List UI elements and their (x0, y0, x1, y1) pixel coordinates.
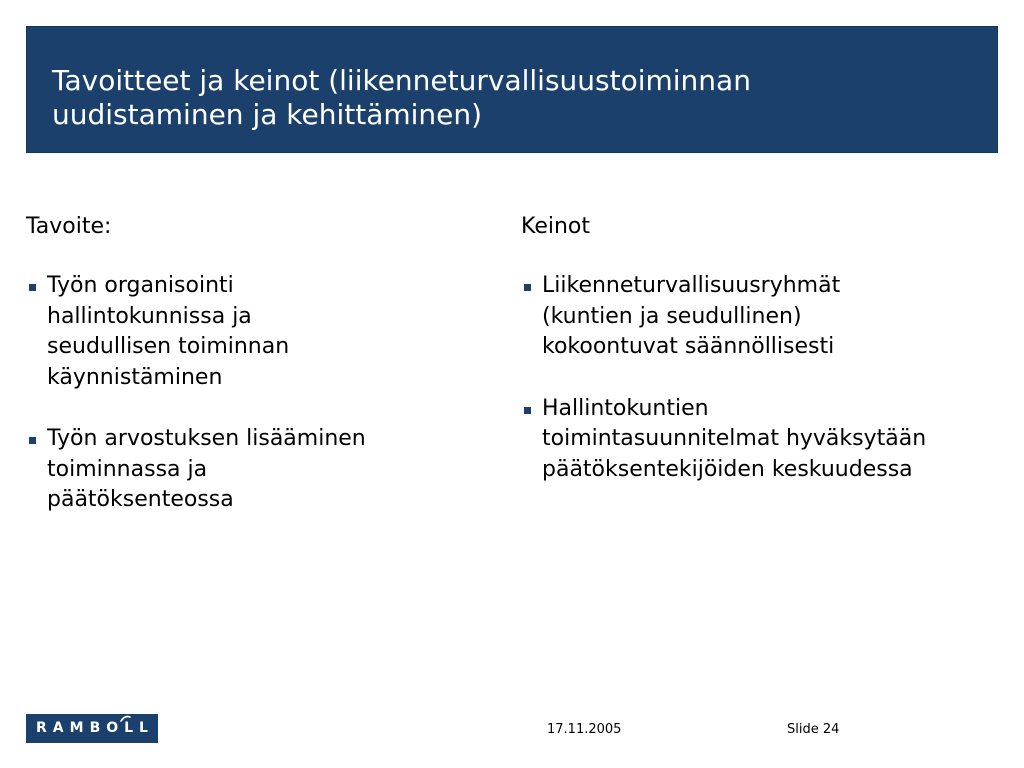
square-bullet-icon (524, 407, 531, 414)
bullet-text-line: käynnistäminen (47, 364, 223, 390)
list-item (26, 424, 466, 516)
ramboll-logo (26, 714, 158, 743)
left-column (26, 212, 466, 547)
right-bullet-list (521, 271, 1001, 485)
bullet-text-line: toimintasuunnitelmat hyväksytään (542, 426, 927, 451)
footer-date: 17.11.2005 (547, 722, 622, 737)
slide-number: Slide 24 (787, 722, 840, 737)
bullet-text-line: Työn arvostuksen lisääminen (47, 426, 366, 451)
square-bullet-icon (29, 284, 36, 291)
square-bullet-icon (29, 437, 36, 444)
list-item (521, 271, 1001, 363)
right-column-heading: Keinot (521, 214, 591, 239)
bullet-text-line: (kuntien ja seudullinen) (542, 303, 802, 329)
left-bullet-list (26, 271, 466, 516)
bullet-text-line: Työn organisointi (47, 273, 234, 298)
logo-wordmark: RAMBOLL (36, 720, 154, 736)
slide-title (52, 64, 972, 132)
bullet-text-line: toiminnassa ja (47, 456, 208, 482)
list-item (521, 394, 1001, 486)
bullet-text-line: päätöksenteossa (47, 487, 234, 512)
title-bar (26, 26, 998, 153)
bullet-text-line: kokoontuvat säännöllisesti (542, 334, 835, 359)
square-bullet-icon (524, 284, 531, 291)
left-column-heading: Tavoite: (26, 214, 112, 239)
list-item (26, 271, 466, 393)
bullet-text-line: seudullisen toiminnan (47, 334, 290, 359)
bullet-text-line: päätöksentekijöiden keskuudessa (542, 456, 913, 482)
bullet-text-line: Liikenneturvallisuusryhmät (542, 273, 841, 298)
slide-title-line-2: uudistaminen ja kehittäminen) (52, 98, 483, 131)
bullet-text-line: Hallintokuntien (542, 395, 709, 421)
bullet-text-line: hallintokunnissa ja (47, 303, 252, 329)
right-column (521, 212, 1001, 516)
slide-title-line-1: Tavoitteet ja keinot (liikenneturvallisuustoiminnan (52, 64, 751, 97)
